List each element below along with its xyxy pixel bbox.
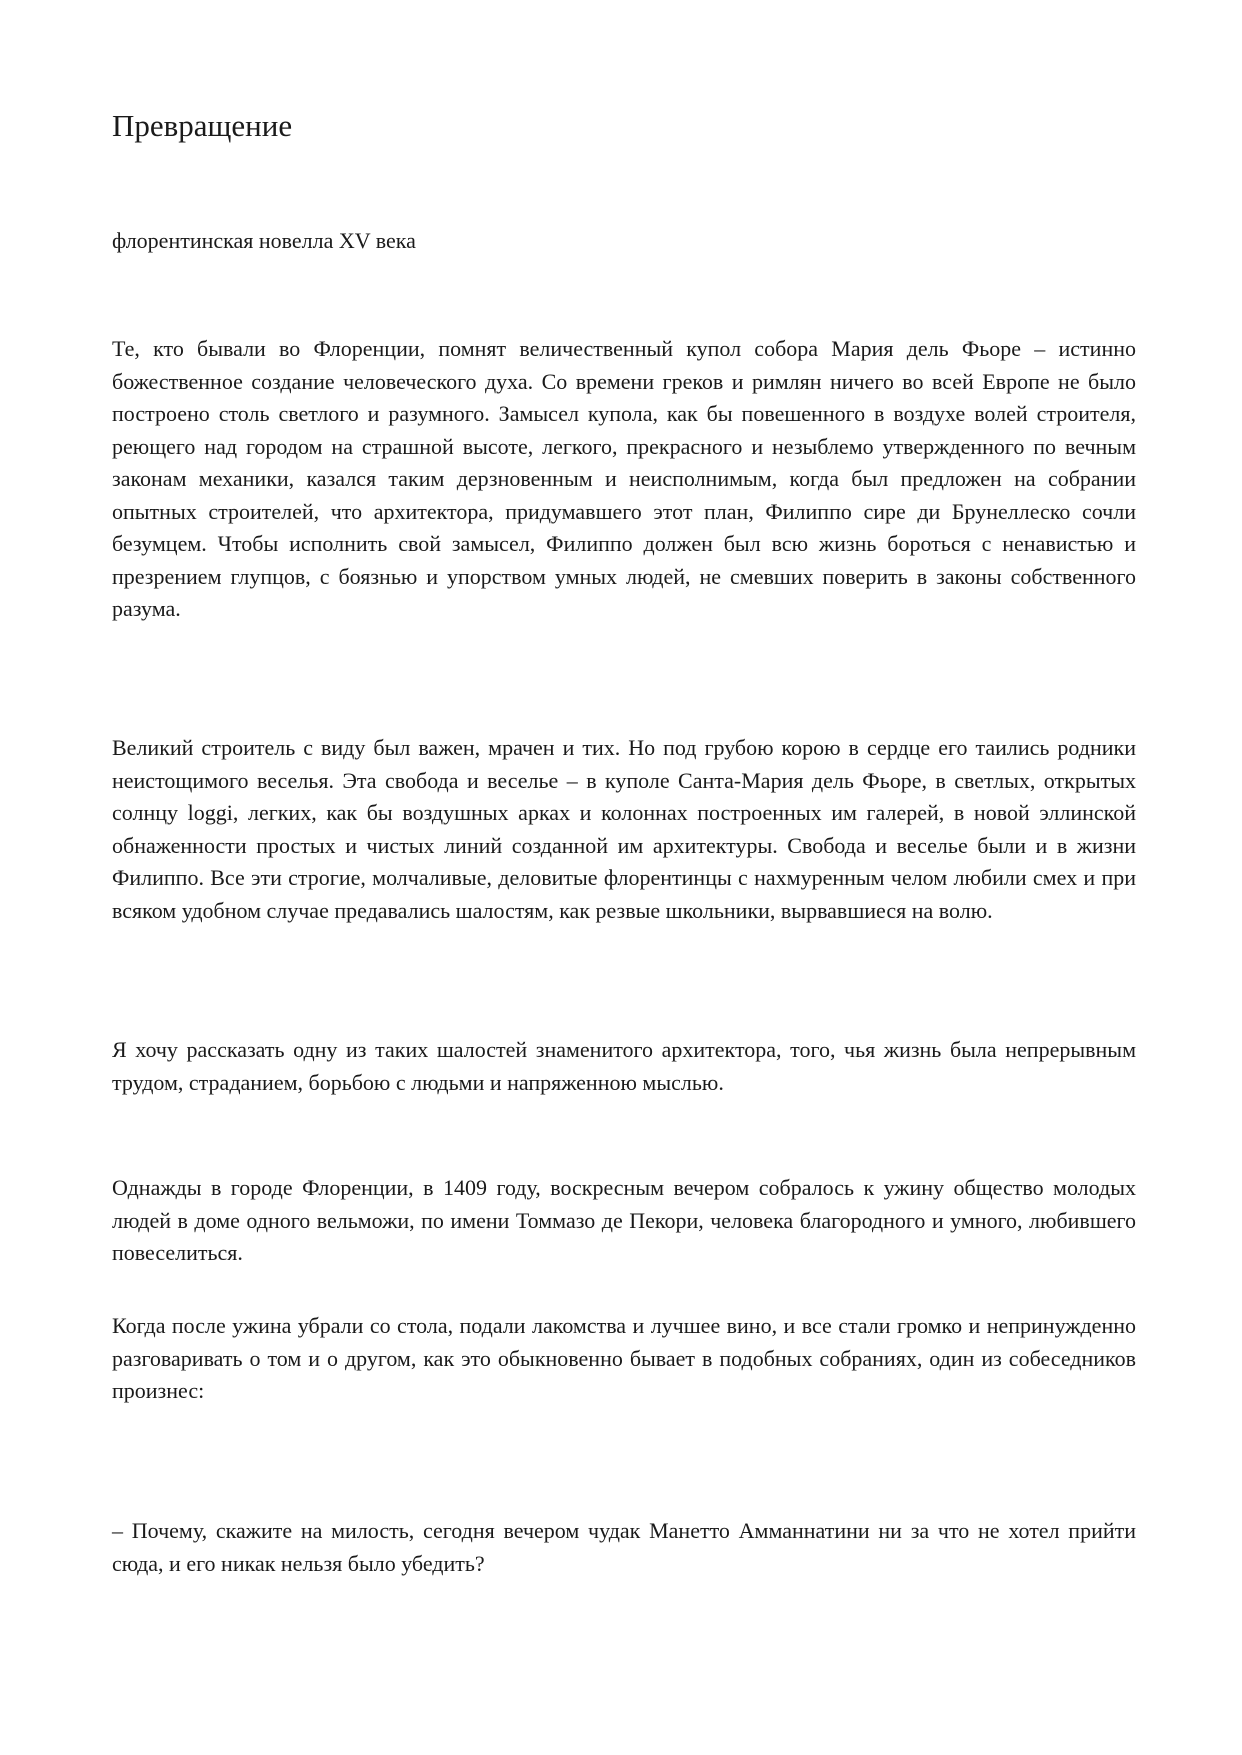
document-title: Превращение [112, 108, 293, 143]
paragraph-question: – Почему, скажите на милость, сегодня вечером чудак Манетто Амманнатини ни за что не хотел прийти сюда, и его никак нельзя было убедить? [112, 1518, 1136, 1576]
paragraph-supper: Однажды в городе Флоренции, в 1409 году, воскресным вечером собралось к ужину общество молодых людей в доме одного вельможи, по имени Томмазо де Пекори, человека благородного и умного, любившего повеселиться. [112, 1175, 1136, 1265]
paragraph-prank-intro: Я хочу рассказать одну из таких шалостей знаменитого архитектора, того, чья жизнь была непрерывным трудом, страданием, борьбою с людьми и напряженною мыслью. [112, 1037, 1136, 1095]
paragraph-conversation: Когда после ужина убрали со стола, подали лакомства и лучшее вино, и все стали громко и непринужденно разговаривать о том и о другом, как это обыкновенно бывает в подобных собраниях, один из собеседников произнес: [112, 1313, 1136, 1403]
document-subtitle: флорентинская новелла XV века [112, 228, 416, 253]
paragraph-dome: Те, кто бывали во Флоренции, помнят величественный купол собора Мария дель Фьоре – истинно божественное создание человеческого духа. Со времени греков и римлян ничего во всей Европе не было построено столь светлого и разумного. Замысел купола, как бы повешенного в воздухе волей строителя, реющего над городом на страшной высоте, легкого, прекрасного и незыблемо утвержденного по вечным законам механики, казался таким дерзновенным и неисполнимым, когда был предложен на собрании опытных строителей, что архитектора, придумавшего этот план, Филиппо сире ди Брунеллеско сочли безумцем. Чтобы исполнить свой замысел, Филиппо должен был всю жизнь бороться с ненавистью и презрением глупцов, с боязнью и упорством умных людей, не смевших поверить в законы собственного разума. [112, 336, 1136, 621]
paragraph-builder: Великий строитель с виду был важен, мрачен и тих. Но под грубою корою в сердце его таились родники неистощимого веселья. Эта свобода и веселье – в куполе Санта-Мария дель Фьоре, в светлых, открытых солнцу loggi, легких, как бы воздушных арках и колоннах построенных им галерей, в новой эллинской обнаженности простых и чистых линий созданной им архитектуры. Свобода и веселье были и в жизни Филиппо. Все эти строгие, молчаливые, деловитые флорентинцы с нахмуренным челом любили смех и при всяком удобном случае предавались шалостям, как резвые школьники, вырвавшиеся на волю. [112, 735, 1136, 923]
